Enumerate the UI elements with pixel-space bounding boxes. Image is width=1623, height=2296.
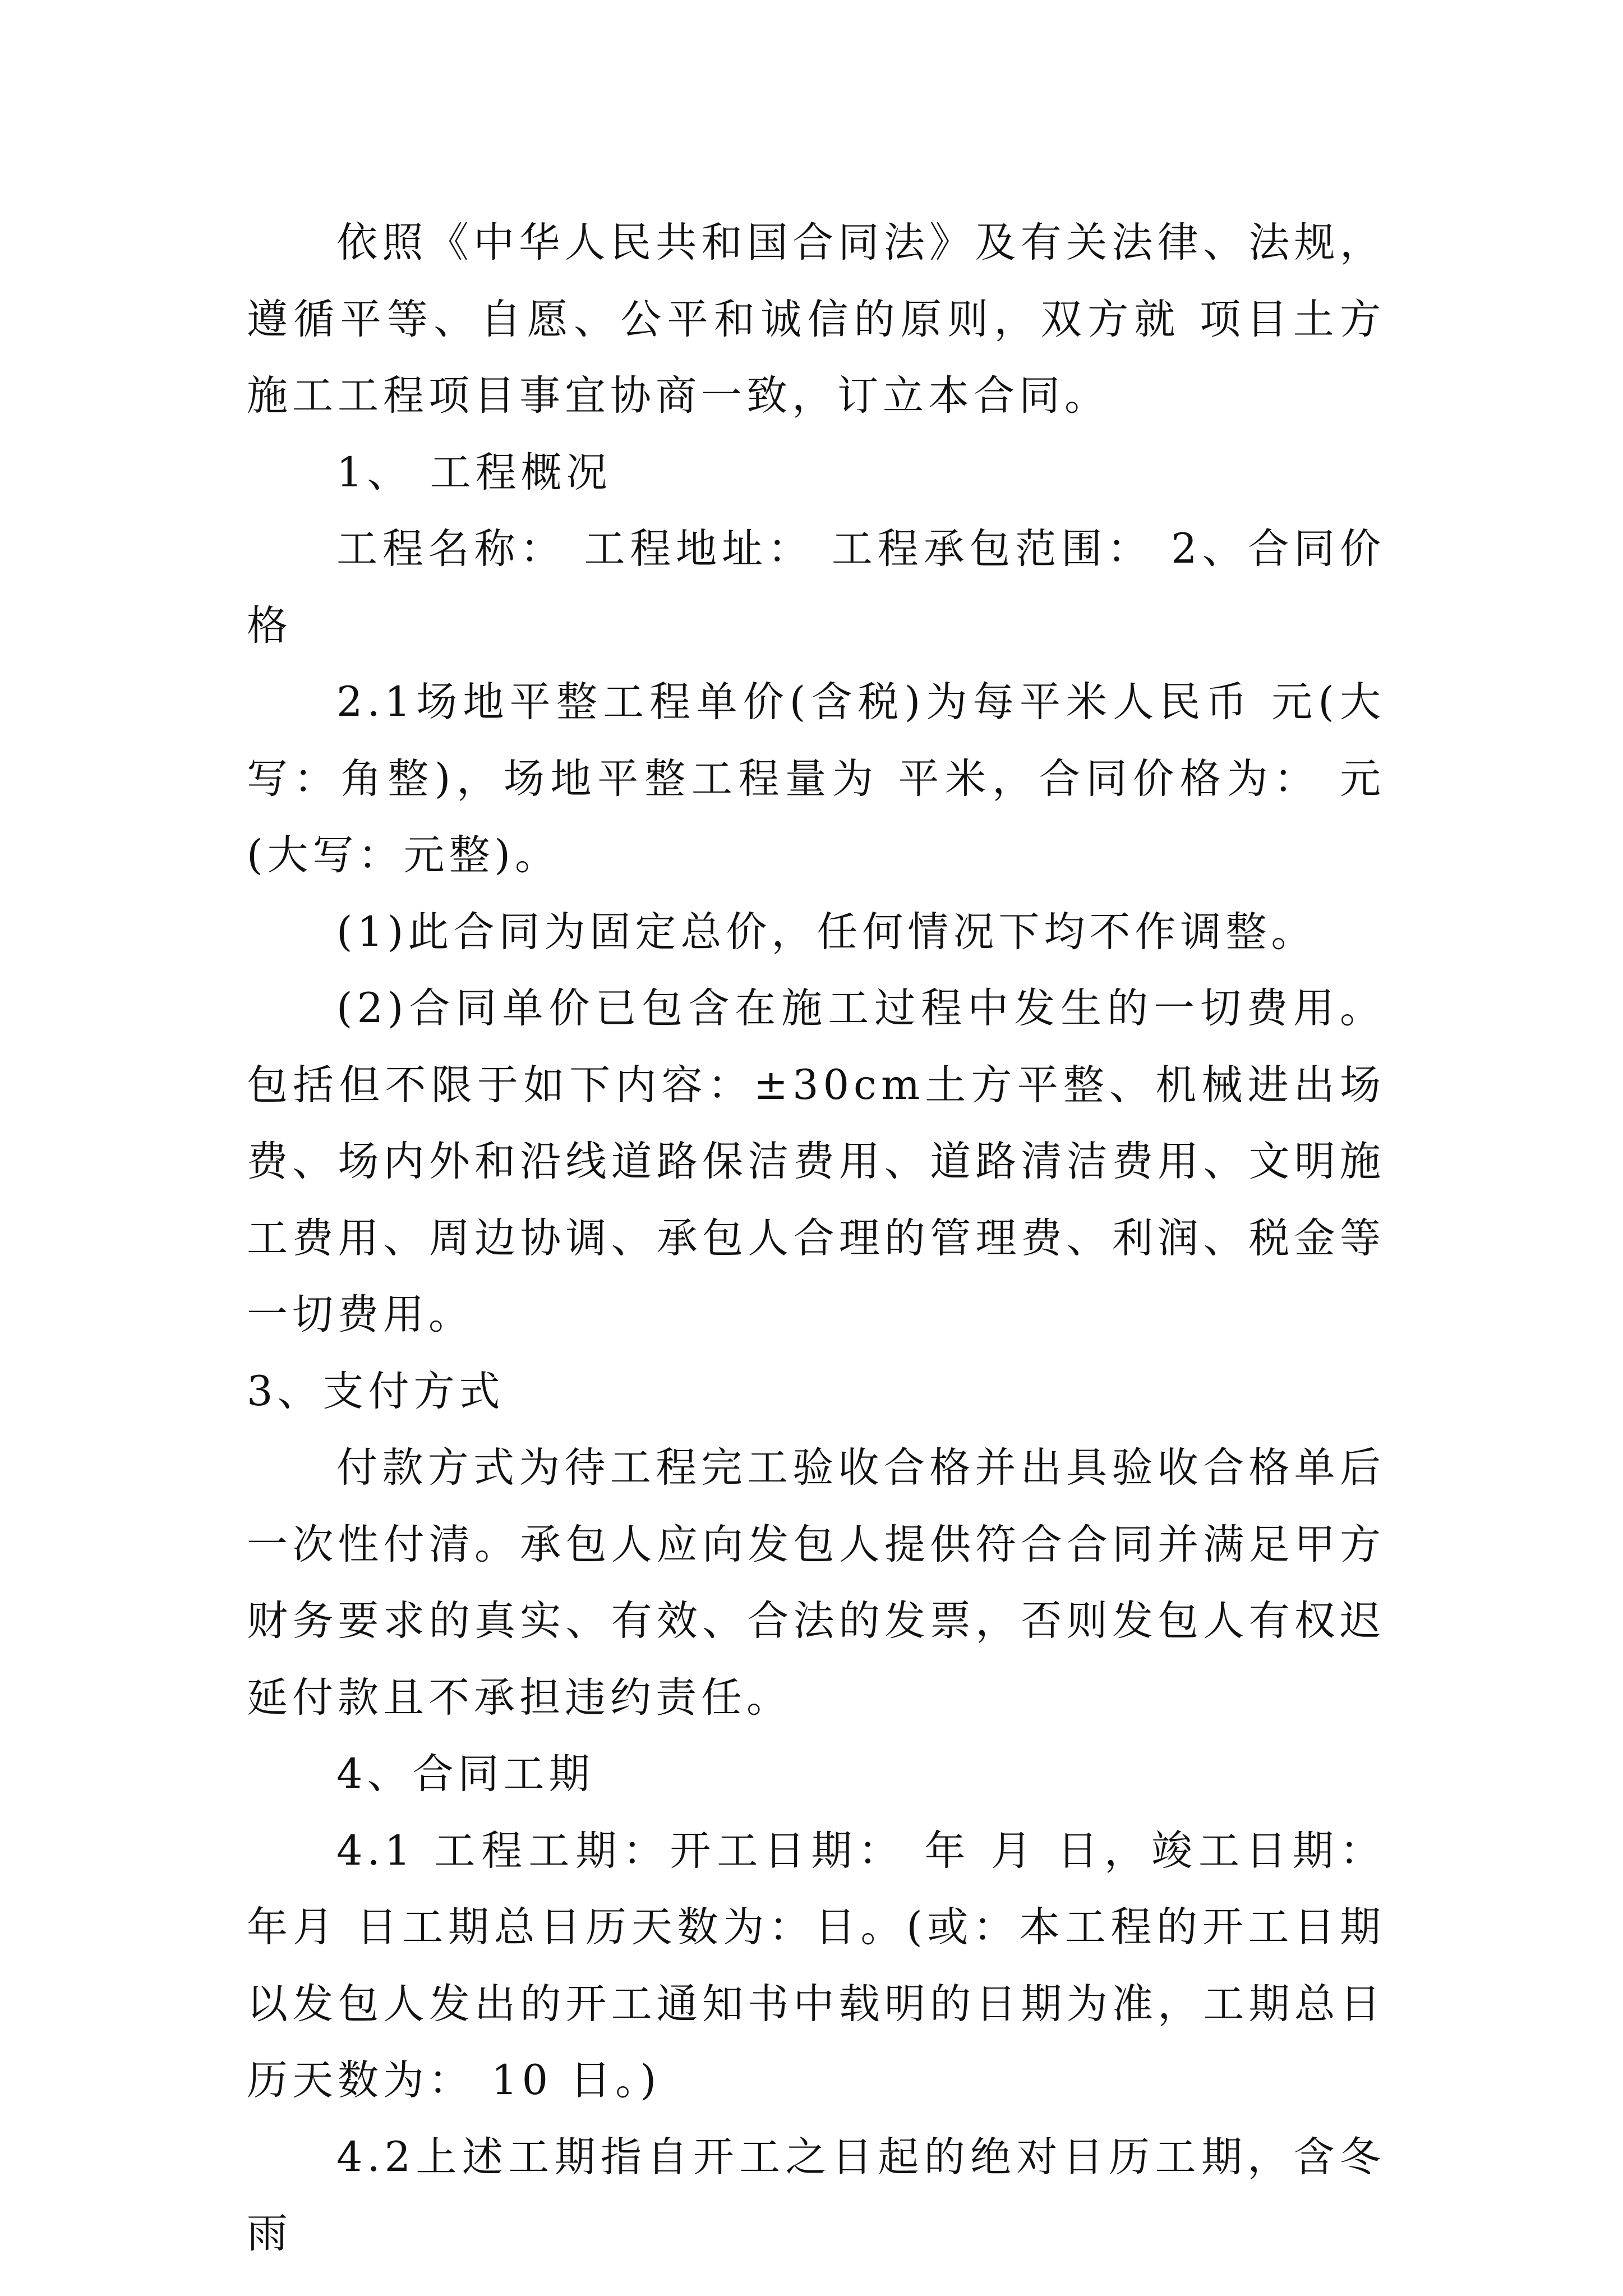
clause-2-1: 2.1场地平整工程单价(含税)为每平米人民币 元(大写：角整)，场地平整工程量为 平米，合同价格为： 元(大写：元整)。 bbox=[247, 678, 1385, 879]
section-3-heading: 3、支付方式 bbox=[247, 1367, 505, 1415]
document-body bbox=[247, 205, 1385, 2272]
section-3-body: 付款方式为待工程完工验收合格并出具验收合格单后一次性付清。承包人应向发包人提供符合合同并满足甲方财务要求的真实、有效、合法的发票，否则发包人有权迟延付款且不承担违约责任。 bbox=[247, 1444, 1385, 1722]
clause-2-note-2: (2)合同单价已包含在施工过程中发生的一切费用。包括但不限于如下内容：±30cm土方平整、机械进出场费、场内外和沿线道路保洁费用、道路清洁费用、文明施工费用、周边协调、承包人合理的管理费、利润、税金等一切费用。 bbox=[247, 984, 1385, 1338]
clause-4-1: 4.1 工程工期：开工日期： 年 月 日，竣工日期： 年月 日工期总日历天数为：日。(或：本工程的开工日期以发包人发出的开工通知书中载明的日期为准，工期总日历天数为： 10 日。) bbox=[247, 1826, 1385, 2104]
section-1-fields: 工程名称： 工程地址： 工程承包范围： 2、合同价格 bbox=[247, 525, 1385, 650]
section-4-heading: 4、合同工期 bbox=[336, 1750, 594, 1798]
section-1-heading: 1、 工程概况 bbox=[336, 448, 612, 496]
clause-2-note-1: (1)此合同为固定总价，任何情况下均不作调整。 bbox=[336, 908, 1317, 956]
clause-4-2: 4.2上述工期指自开工之日起的绝对日历工期，含冬雨 bbox=[247, 2133, 1385, 2257]
paragraph-intro: 依照《中华人民共和国合同法》及有关法律、法规，遵循平等、自愿、公平和诚信的原则，双方就 项目土方施工工程项目事宜协商一致，订立本合同。 bbox=[247, 219, 1385, 420]
